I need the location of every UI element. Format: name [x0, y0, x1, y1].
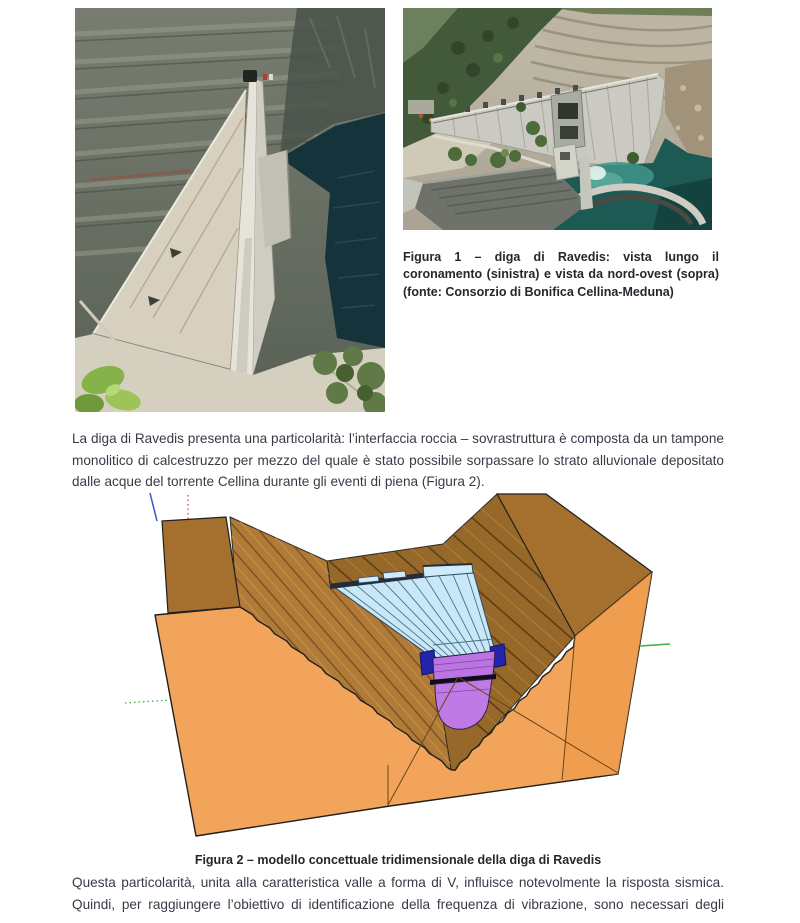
axis-green	[640, 644, 670, 646]
intake-block	[551, 90, 585, 152]
barrier-marker	[263, 74, 267, 80]
equipment-dot	[419, 114, 423, 118]
figure1-photo-crest-view	[75, 8, 385, 412]
distant-structure	[408, 100, 434, 114]
paragraph-1: La diga di Ravedis presenta una particolarità: l’interfaccia roccia – sovrastruttura è composta da un tampone monolitico di calcestruzzo per mezzo del quale è stato possibile sorpassare lo strato alluvionale depositato dalle acque del torrente Cellina durante gli eventi di piena (Figura 2).	[72, 431, 724, 489]
tower	[553, 144, 579, 180]
figure2-3d-model	[100, 493, 675, 839]
figure1-caption: Figura 1 – diga di Ravedis: vista lungo il coronamento (sinistra) e vista da nord-ovest (sopra) (fonte: Consorzio di Bonifica Cellina-Meduna)	[403, 249, 719, 299]
tunnel-portal	[243, 70, 257, 82]
figure2-caption: Figura 2 – modello concettuale tridimensionale della diga di Ravedis	[194, 852, 602, 867]
axis-green-dotted	[125, 700, 170, 703]
barrier-marker	[269, 74, 273, 80]
tower-window	[560, 152, 570, 160]
left-block-top-face	[162, 517, 240, 613]
paragraph-2: Questa particolarità, unita alla caratteristica valle a forma di V, influisce notevolmente la risposta sismica. Quindi, per raggiungere l’obiettivo di identificazione della frequenza di vibrazione, sono necessari degli	[72, 875, 724, 912]
intake-opening	[558, 103, 578, 119]
intake-opening	[560, 126, 578, 139]
figure1-photo-northwest-view	[403, 8, 712, 230]
axis-blue	[150, 493, 157, 521]
